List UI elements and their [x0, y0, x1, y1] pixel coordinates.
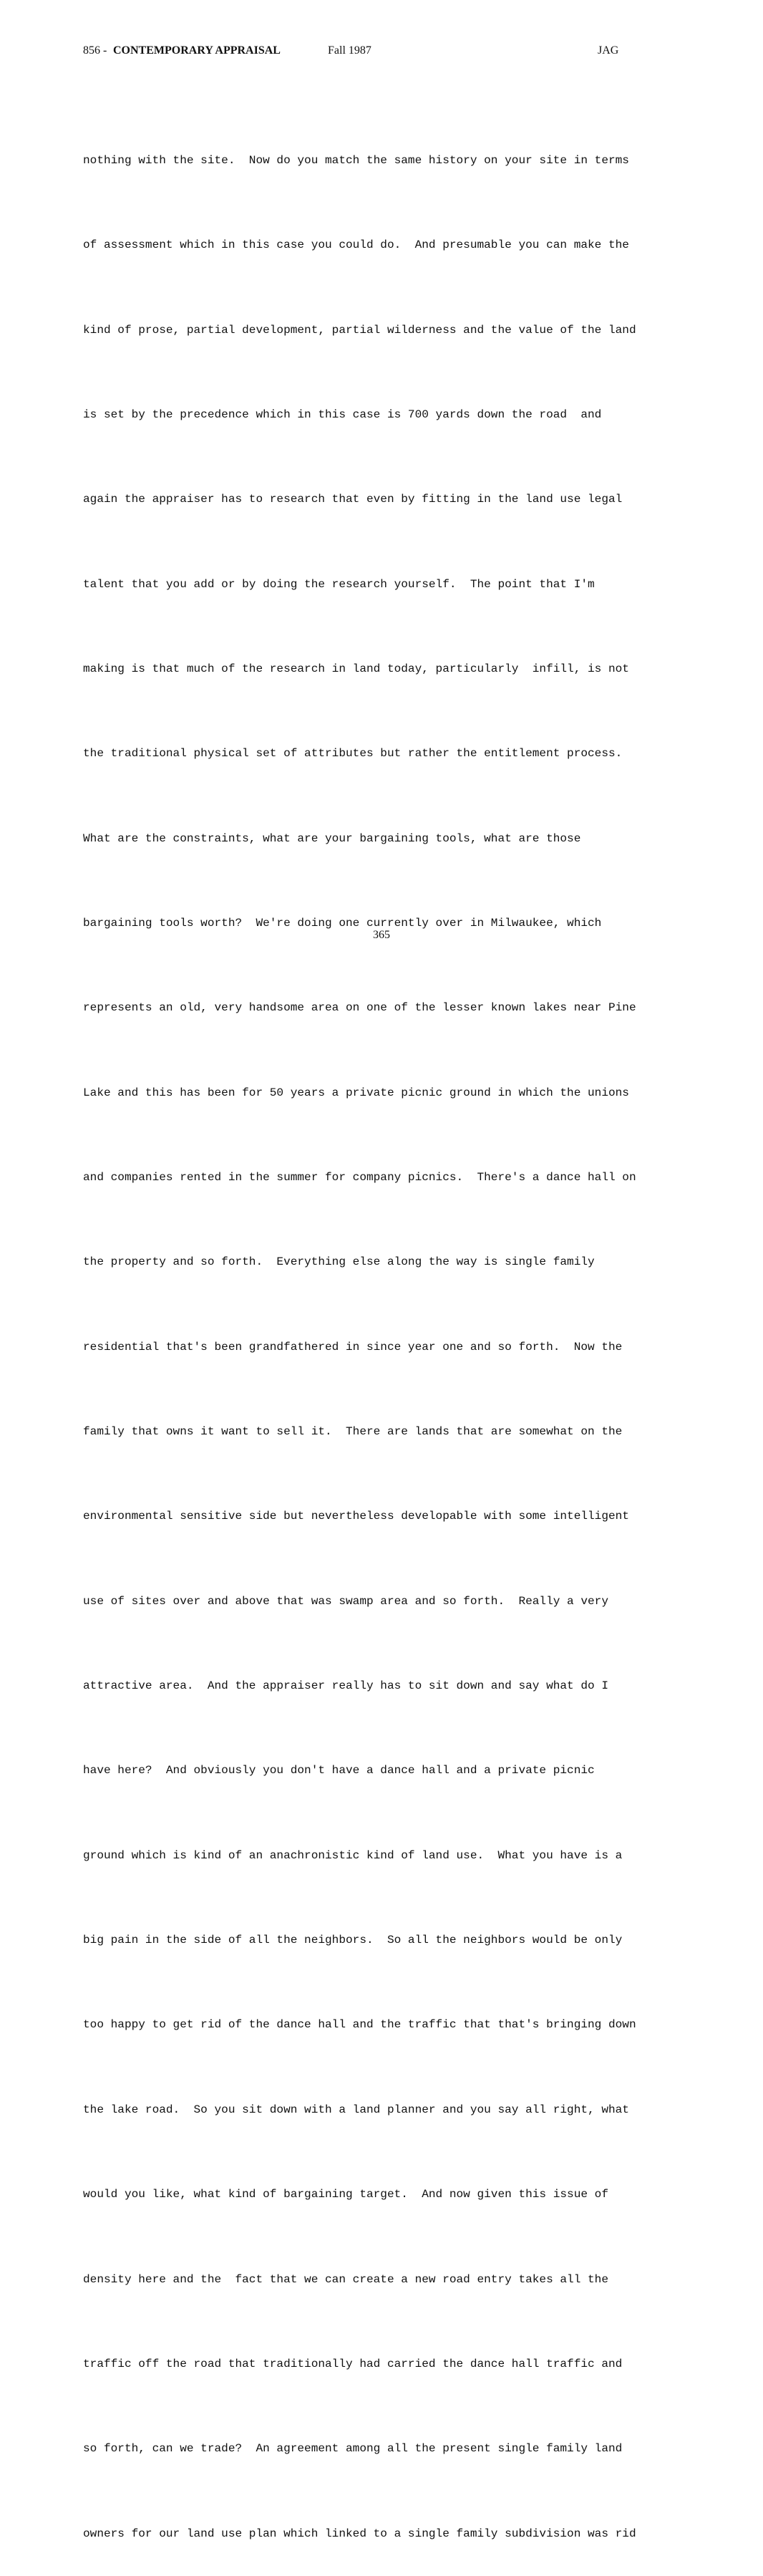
text-line: use of sites over and above that was swamp area and so forth. Really a very — [83, 1594, 608, 1608]
text-line: traffic off the road that traditionally had carried the dance hall traffic and — [83, 2357, 623, 2370]
text-line: of assessment which in this case you could do. And presumable you can make the — [83, 238, 629, 252]
course-title: CONTEMPORARY APPRAISAL — [113, 44, 281, 57]
page-header — [0, 44, 763, 62]
text-line: is set by the precedence which in this case is 700 yards down the road and — [83, 407, 602, 421]
text-line: kind of prose, partial development, partial wilderness and the value of the land — [83, 323, 636, 337]
text-line: so forth, can we trade? An agreement among all the present single family land — [83, 2442, 623, 2456]
text-line: residential that's been grandfathered in since year one and so forth. Now the — [83, 1340, 623, 1354]
text-line: Lake and this has been for 50 years a private picnic ground in which the unions — [83, 1086, 629, 1099]
text-line: attractive area. And the appraiser really has to sit down and say what do I — [83, 1679, 608, 1693]
page-number: 365 — [373, 929, 390, 941]
text-line: ground which is kind of an anachronistic kind of land use. What you have is a — [83, 1848, 623, 1862]
text-line: making is that much of the research in land today, particularly infill, is not — [83, 662, 629, 675]
author-initials: JAG — [598, 44, 619, 57]
transcript-body — [83, 90, 727, 2576]
text-line: owners for our land use plan which linked to a single family subdivision was rid — [83, 2527, 636, 2540]
text-line: again the appraiser has to research that even by fitting in the land use legal — [83, 493, 623, 506]
text-line: bargaining tools worth? We're doing one currently over in Milwaukee, which — [83, 917, 602, 930]
text-line: family that owns it want to sell it. There are lands that are somewhat on the — [83, 1425, 623, 1439]
text-line: have here? And obviously you don't have a dance hall and a private picnic — [83, 1764, 595, 1777]
text-line: would you like, what kind of bargaining target. And now given this issue of — [83, 2188, 608, 2201]
text-line: the property and so forth. Everything else along the way is single family — [83, 1255, 595, 1269]
text-line: density here and the fact that we can create a new road entry takes all the — [83, 2272, 608, 2286]
text-line: represents an old, very handsome area on one of the lesser known lakes near Pine — [83, 1001, 636, 1015]
text-line: the traditional physical set of attributes but rather the entitlement process. — [83, 747, 623, 761]
text-line: talent that you add or by doing the research yourself. The point that I'm — [83, 577, 595, 591]
text-line: too happy to get rid of the dance hall and the traffic that that's bringing down — [83, 2018, 636, 2032]
text-line: big pain in the side of all the neighbors. So all the neighbors would be only — [83, 1934, 623, 1947]
term-label: Fall 1987 — [328, 44, 371, 57]
text-line: nothing with the site. Now do you match the same history on your site in terms — [83, 153, 629, 167]
course-number: 856 - — [83, 44, 107, 57]
text-line: What are the constraints, what are your bargaining tools, what are those — [83, 831, 581, 845]
text-line: and companies rented in the summer for company picnics. There's a dance hall on — [83, 1171, 636, 1185]
text-line: the lake road. So you sit down with a land planner and you say all right, what — [83, 2103, 629, 2116]
text-line: environmental sensitive side but nevertheless developable with some intelligent — [83, 1510, 629, 1523]
